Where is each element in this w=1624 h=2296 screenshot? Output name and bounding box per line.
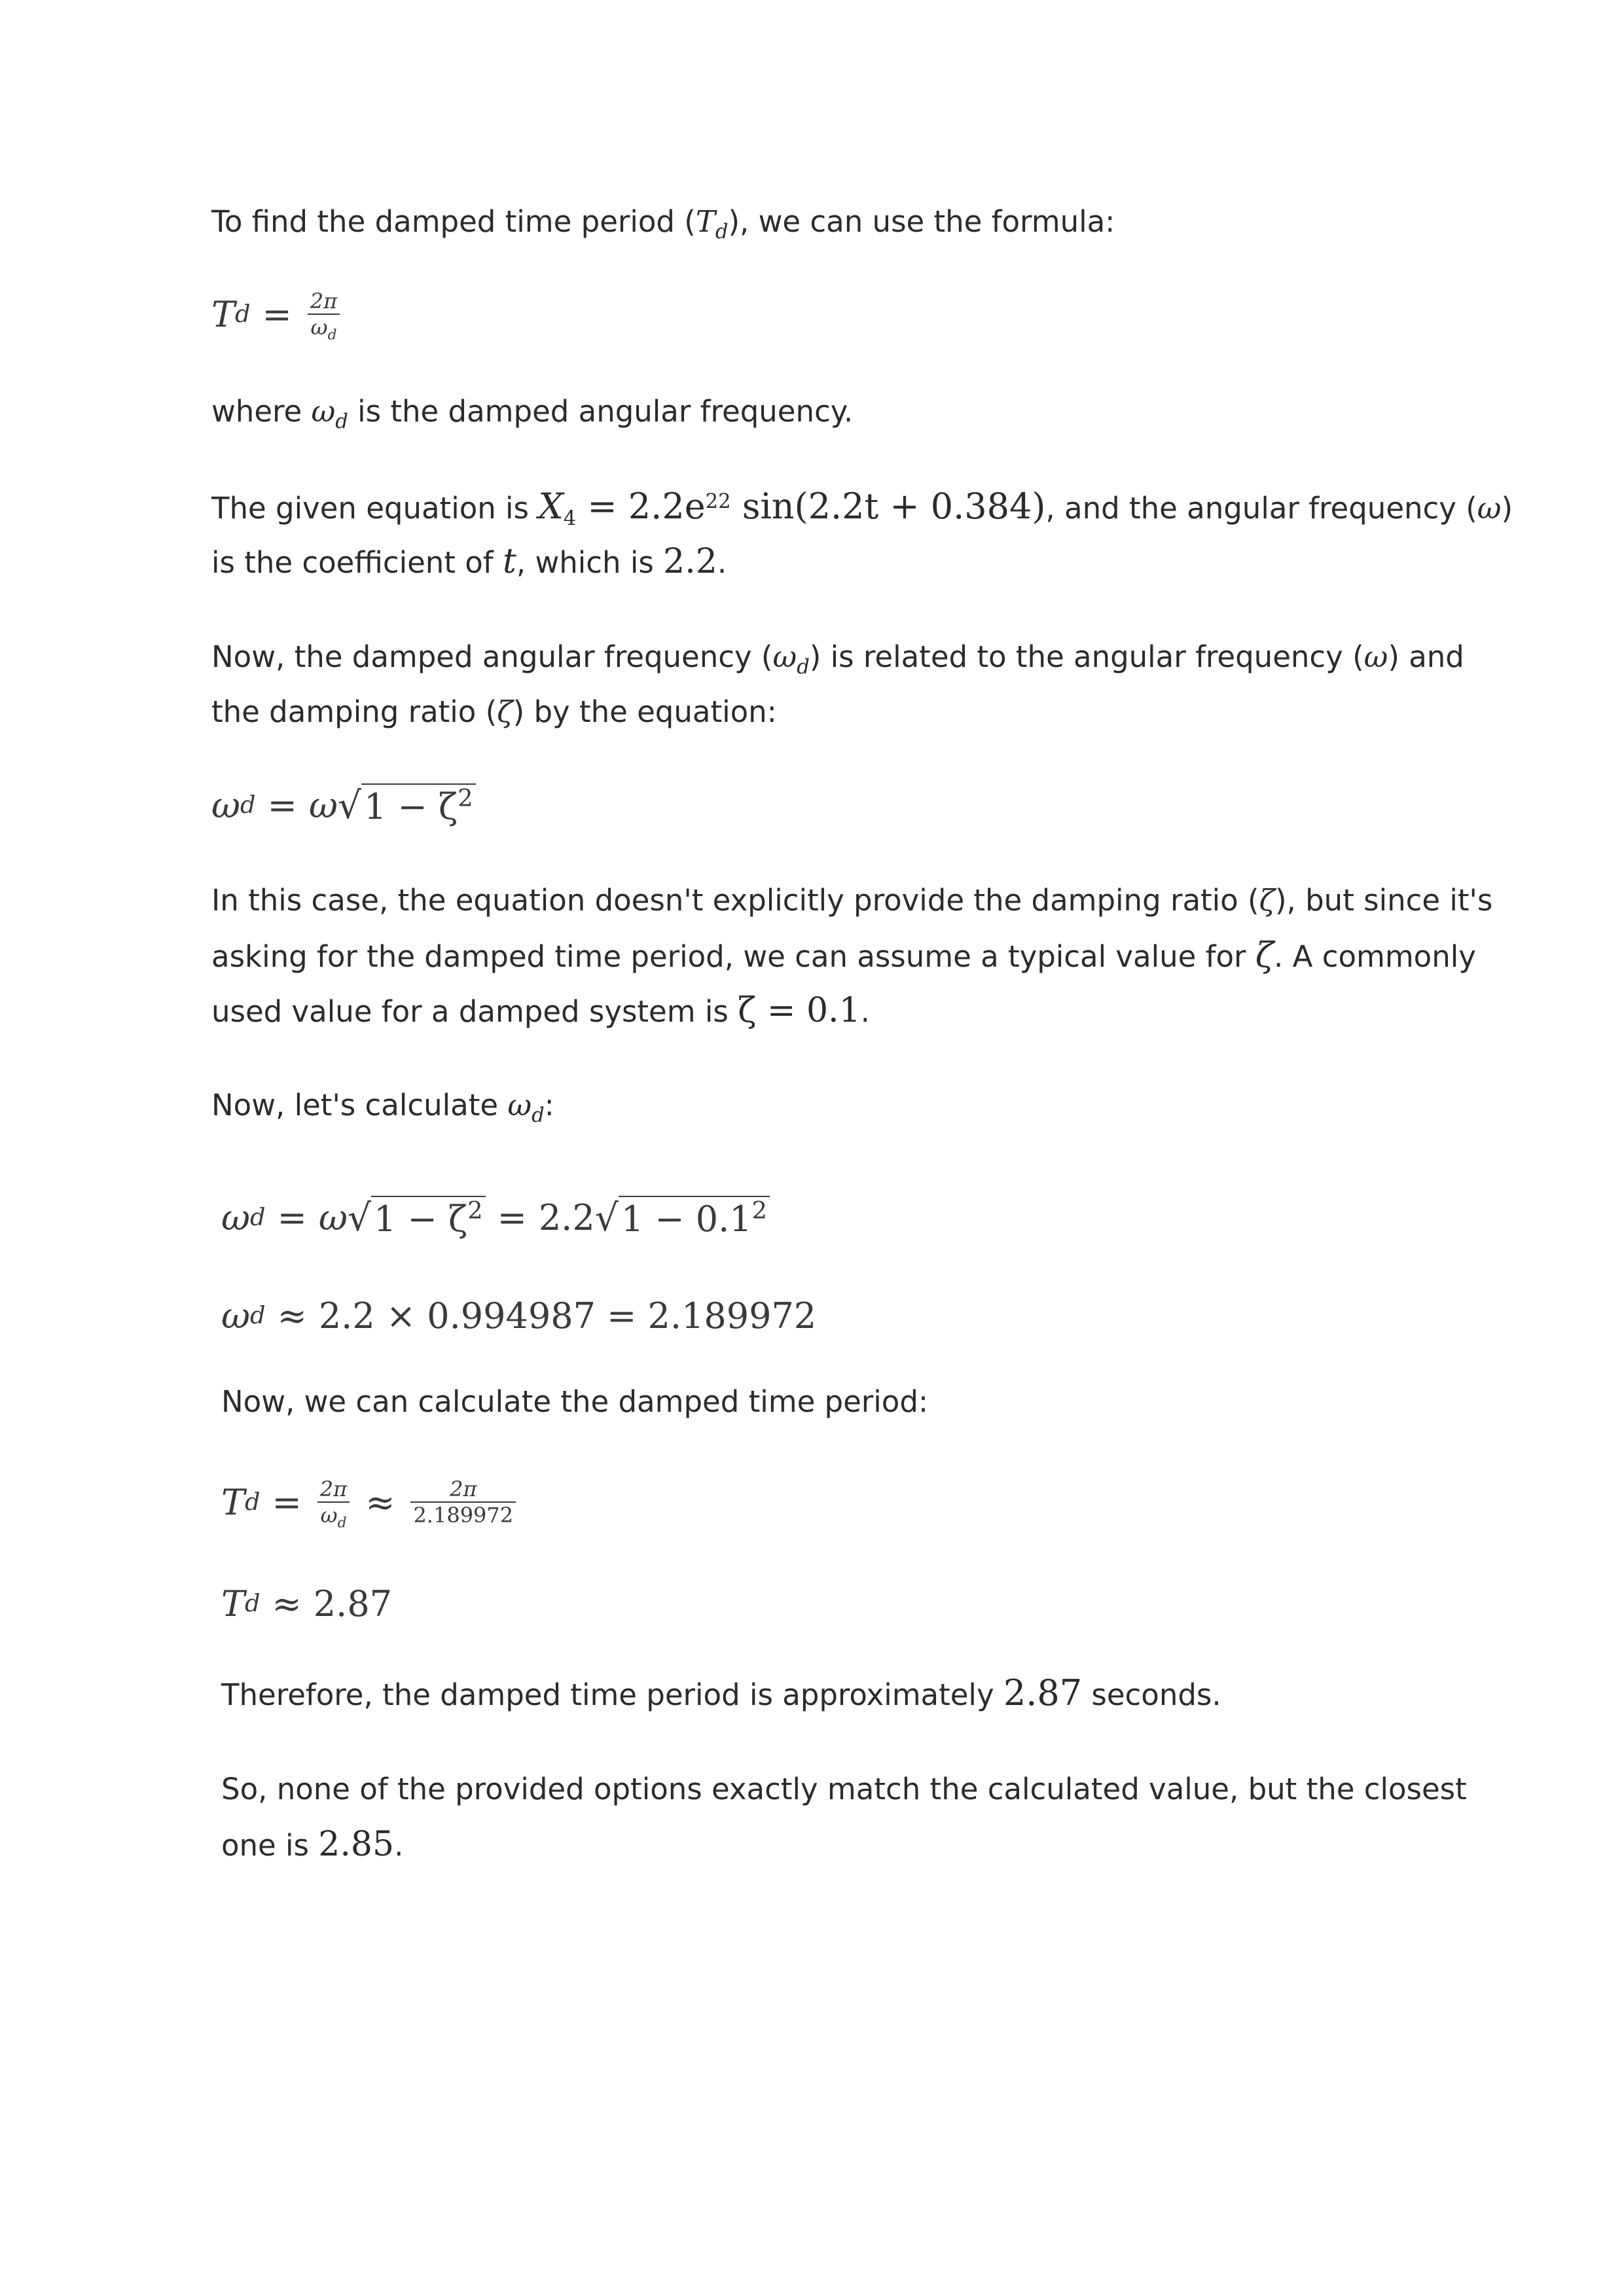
eq5-denominator-1: ω (320, 1503, 338, 1528)
relation-omega-d: ω (772, 639, 797, 674)
where-symbol: ω (311, 394, 336, 429)
relation-text-3: ) and (1388, 639, 1464, 674)
eq6-rhs: 2.87 (313, 1583, 393, 1624)
given-line2-text-3: . (717, 545, 727, 580)
eq5-fraction-2 (410, 1478, 516, 1526)
case-paragraph-line-2 (211, 928, 1476, 984)
relation-zeta: ζ (497, 694, 513, 729)
eq2-sqrt (338, 783, 476, 827)
eq5-denominator-2: 2.189972 (410, 1501, 516, 1526)
given-line2-text-2: , which is (516, 545, 664, 580)
therefore-value: 2.87 (1003, 1672, 1083, 1713)
eq3-coefficient: 2.2 (538, 1196, 595, 1238)
given-line2-text-1: is the coefficient of (211, 545, 503, 580)
eq3-equals: = (277, 1196, 307, 1238)
eq2-equals: = (267, 784, 297, 826)
given-text-3: ) (1501, 491, 1513, 526)
case-paragraph-line-1 (211, 873, 1493, 928)
conclusion-value: 2.85 (318, 1825, 395, 1864)
equation-period-formula: T d = $\frac{2\pi}{\omega_d}$ (211, 281, 344, 347)
conclusion-paragraph-line-2 (221, 1817, 1452, 1873)
therefore-paragraph (221, 1666, 1452, 1723)
eq1-lhs: T (211, 293, 236, 335)
eq1-equals: = (262, 293, 292, 335)
eq4-lhs: ω (221, 1295, 251, 1336)
given-omega: ω (1477, 491, 1502, 526)
eq6-lhs: T (221, 1583, 245, 1624)
eq2-radicand: 1 − ζ (363, 785, 458, 827)
eq3-radicand-1-sup: 2 (467, 1196, 483, 1225)
equation-omega-d: ω d = ω √ $1 - \zeta^2$ (211, 772, 476, 838)
given-paragraph-line-2 (211, 534, 1442, 590)
eq5-approx: ≈ (365, 1481, 395, 1523)
case-l3-math: ζ = 0.1 (738, 991, 861, 1030)
equation-omega-d-numeric: ω d = ω √ $1 - \zeta^2$ = 2.2 √ $1 - 0.1^2$ (221, 1185, 770, 1250)
case-l1-zeta: ζ (1259, 883, 1275, 918)
sqrt-icon: √ (337, 783, 361, 827)
case-l3-text-2: . (860, 994, 870, 1029)
period-subscript: d (715, 221, 729, 243)
eq5-equals: = (272, 1481, 302, 1523)
eq1-denominator: ω (310, 315, 328, 340)
relation-omega: ω (1363, 639, 1388, 674)
conclusion-l2-text-2: . (394, 1828, 404, 1863)
eq5-lhs: T (221, 1481, 245, 1523)
eq3-sqrt-1 (348, 1196, 486, 1240)
given-x-sub: 4 (563, 507, 577, 530)
eq1-denominator-sub: d (327, 327, 337, 344)
eq3-lhs: ω (221, 1196, 251, 1238)
eq5-fraction-1 (317, 1477, 350, 1532)
eq3-equals-2: = (497, 1196, 527, 1238)
case-l3-text-1: used value for a damped system is (211, 994, 738, 1029)
eq4-rhs: 2.2 × 0.994987 = 2.189972 (318, 1295, 817, 1336)
case-l1-text-1: In this case, the equation doesn't explicitly provide the damping ratio ( (211, 883, 1259, 918)
relation-line2-text-2: ) by the equation: (513, 694, 777, 729)
eq3-omega: ω (318, 1196, 348, 1238)
calc-paragraph (211, 1078, 1442, 1133)
eq2-radicand-sup: 2 (458, 783, 473, 812)
given-eq-part: = 2.2e (576, 486, 706, 527)
period-symbol: T (695, 204, 715, 239)
eq3-sqrt-2 (595, 1196, 770, 1240)
conclusion-line-1: So, none of the provided options exactly match the calculated value, but the closest (221, 1772, 1467, 1806)
sqrt-icon: √ (347, 1196, 371, 1240)
sqrt-icon: √ (594, 1196, 619, 1240)
eq5-numerator-1: 2π (319, 1477, 348, 1501)
intro-text-1: To find the damped time period ( (211, 204, 696, 239)
calc-omega-sub: d (532, 1104, 545, 1127)
where-text-1: where (211, 394, 312, 429)
given-paragraph-line-1 (211, 479, 1513, 536)
where-text-2: is the damped angular frequency. (348, 394, 854, 429)
therefore-text-2: seconds. (1082, 1677, 1221, 1712)
case-paragraph-line-3 (211, 983, 1442, 1039)
given-exp: 22 (705, 490, 731, 513)
eq1-fraction (308, 289, 340, 344)
calc-text-2: : (544, 1088, 554, 1122)
intro-text-2: ), we can use the formula: (728, 204, 1115, 239)
case-l2-zeta: ζ (1255, 936, 1274, 975)
given-t-symbol: t (502, 542, 516, 581)
relation-line2-text-1: the damping ratio ( (211, 694, 497, 729)
given-text-2: , and the angular frequency ( (1045, 491, 1477, 526)
therefore-text-1: Therefore, the damped time period is approximately (221, 1677, 1003, 1712)
relation-text-1: Now, the damped angular frequency ( (211, 639, 773, 674)
relation-text-2: ) is related to the angular frequency ( (809, 639, 1364, 674)
given-x: X (538, 486, 564, 527)
relation-omega-d-sub: d (797, 656, 810, 679)
eq3-radicand-2: 1 − 0.1 (621, 1198, 752, 1240)
equation-period-numeric: T d = $\frac{2\pi}{\omega_d}$ ≈ $\frac{2\pi}{2.189972}$ (221, 1466, 520, 1538)
intro-paragraph (211, 194, 1442, 249)
eq4-approx: ≈ (277, 1295, 307, 1336)
relation-paragraph-line-2 (211, 685, 1442, 740)
equation-period-result: T d ≈ 2.87 (221, 1583, 393, 1624)
eq5-numerator-2: 2π (450, 1477, 477, 1501)
conclusion-l2-text-1: one is (221, 1828, 319, 1863)
period-calc-text: Now, we can calculate the damped time period: (221, 1384, 929, 1419)
case-l1-text-2: ), but since it's (1274, 883, 1493, 918)
eq3-radicand-2-sup: 2 (751, 1196, 768, 1225)
given-text-1: The given equation is (211, 491, 539, 526)
eq6-approx: ≈ (272, 1583, 302, 1624)
case-l2-text-2: . A commonly (1274, 939, 1476, 974)
equation-omega-d-result: ω d ≈ 2.2 × 0.994987 = 2.189972 (221, 1295, 817, 1336)
case-l2-text-1: asking for the damped time period, we can assume a typical value for (211, 939, 1255, 974)
period-calc-paragraph (221, 1374, 1452, 1429)
eq3-radicand-1: 1 − ζ (373, 1198, 468, 1240)
eq2-lhs: ω (211, 784, 241, 826)
eq1-numerator: 2π (310, 289, 338, 314)
calc-text-1: Now, let's calculate (211, 1088, 508, 1122)
eq2-omega: ω (308, 784, 338, 826)
relation-paragraph-line-1 (211, 630, 1464, 685)
given-value: 2.2 (663, 542, 717, 581)
given-sin-part: sin(2.2t + 0.384) (731, 486, 1046, 527)
conclusion-paragraph-line-1 (221, 1762, 1467, 1817)
where-paragraph (211, 384, 1442, 439)
eq5-denominator-1-sub: d (337, 1515, 347, 1532)
where-subscript: d (335, 410, 348, 433)
calc-omega: ω (507, 1088, 532, 1122)
